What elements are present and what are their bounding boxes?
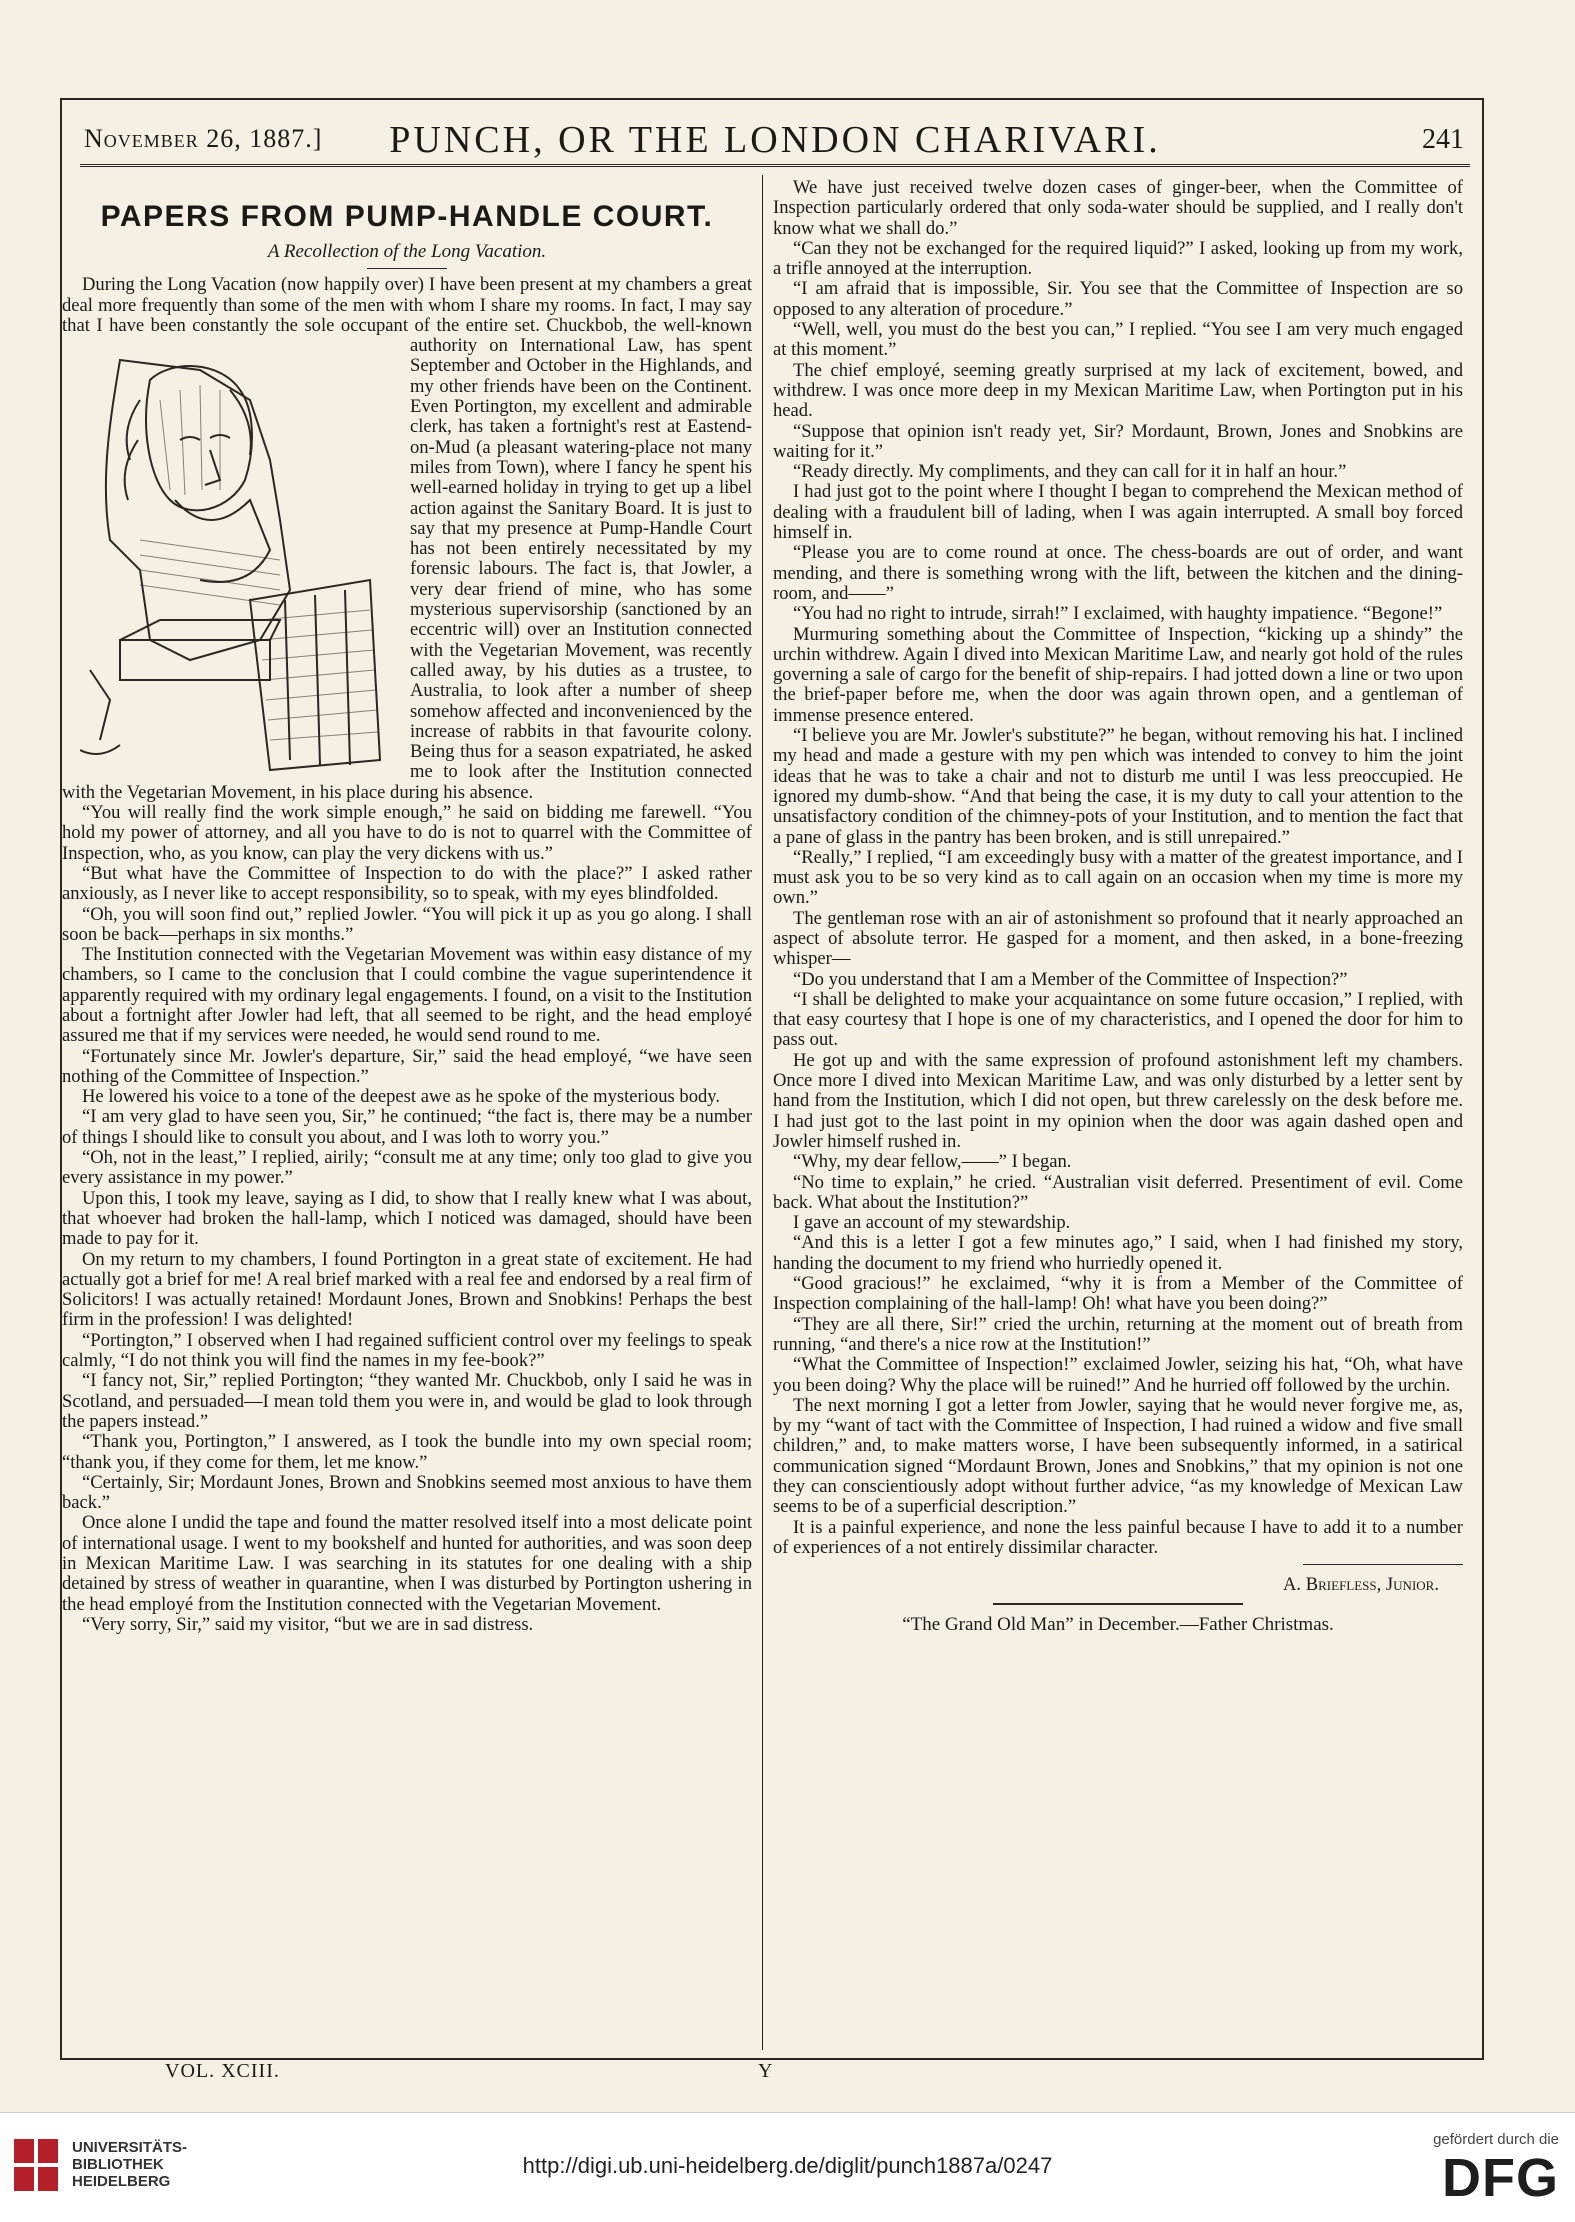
paragraph: “Fortunately since Mr. Jowler's departure, Sir,” said the head employé, “we have seen nothing of the Committee of Inspection.”: [62, 1045, 752, 1087]
right-body: [773, 178, 1463, 1558]
paragraph: “Ready directly. My compliments, and they can call for it in half an hour.”: [793, 461, 1347, 483]
paragraph: I had just got to the point where I thought I began to comprehend the Mexican method of dealing with a fraudulent bill of lading, when I was again interrupted. A small boy forced himself in.: [773, 481, 1463, 544]
paragraph: “But what have the Committee of Inspection to do with the place?” I asked rather anxiously, as I never like to accept responsibility, so to speak, with my eyes blindfolded.: [62, 862, 752, 905]
column-divider: [762, 175, 763, 2050]
paragraph: We have just received twelve dozen cases of ginger-beer, when the Committee of Inspection particularly ordered that only soda-water should be supplied, and I really don't know what we shall do.”: [773, 177, 1463, 239]
paragraph: “Thank you, Portington,” I answered, as I took the bundle into my own special room; “thank you, if they come for them, let me know.”: [62, 1431, 752, 1473]
paragraph: “What the Committee of Inspection!” exclaimed Jowler, seizing his hat, “Oh, what have you been doing? Why the place will be ruined!” And he hurried off followed by the urchin.: [773, 1354, 1463, 1396]
institution-line: UNIVERSITÄTS-: [72, 2139, 188, 2156]
paragraph: “Really,” I replied, “I am exceedingly busy with a matter of the greatest importance, and I must ask you to be so very kind as to call again on an occasion when my time is more my own.”: [773, 846, 1463, 909]
paragraph: “Suppose that opinion isn't ready yet, Sir? Mordaunt, Brown, Jones and Snobkins are waiting for it.”: [773, 420, 1463, 462]
paragraph: “I shall be delighted to make your acquaintance on some future occasion,” I replied, with that easy courtesy that I hope is one of my characteristics, and I opened the door for him to pass out.: [773, 988, 1463, 1051]
paragraph: “Why, my dear fellow,——” I began.: [793, 1151, 1072, 1173]
institution-line: HEIDELBERG: [72, 2173, 171, 2190]
library-footer: [0, 2112, 1575, 2222]
paragraph: “I am afraid that is impossible, Sir. You see that the Committee of Inspection are so opposed to any alteration of procedure.”: [773, 278, 1463, 320]
funded-by-label: gefördert durch die: [1433, 2131, 1559, 2148]
permalink[interactable]: http://digi.ub.uni-heidelberg.de/diglit/punch1887a/0247: [522, 2153, 1053, 2178]
left-column: [62, 178, 752, 2048]
paragraph: “You had no right to intrude, sirrah!” I exclaimed, with haughty impatience. “Begone!”: [793, 603, 1443, 625]
paragraph: “No time to explain,” he cried. “Australian visit deferred. Presentiment of evil. Come back. What about the Institution?”: [773, 1171, 1463, 1213]
paragraph: The chief employé, seeming greatly surprised at my lack of excitement, bowed, and withdrew. I was once more deep in my Mexican Maritime Law, when Portington put in his head.: [773, 359, 1463, 422]
signature: A. Briefless, Junior.: [1283, 1574, 1439, 1596]
paragraph: “Can they not be exchanged for the required liquid?” I asked, looking up from my work, a trifle annoyed at the interruption.: [773, 237, 1463, 280]
header-date: November 26, 1887.]: [84, 124, 323, 153]
paragraph: “You will really find the work simple enough,” he said on bidding me farewell. “You hold my power of attorney, and all you have to do is not to quarrel with the Committee of Inspection, who, as you know, can play the very dickens with us.”: [62, 802, 752, 864]
paragraph: Upon this, I took my leave, saying as I did, to show that I really knew what I was about, that whoever had broken the hall-lamp, which I noticed was damaged, should have been made to pay for it.: [62, 1187, 752, 1250]
institution-line: BIBLIOTHEK: [72, 2156, 164, 2173]
paragraph: “I believe you are Mr. Jowler's substitute?” he began, without removing his hat. I inclined my head and made a gesture with my pen which was intended to convey to him the joint ideas that he was to take a chair and not to disturb me until I was less preoccupied. He ignored my dumb-show. “And that being the case, it is my duty to call your attention to the unsatisfactory condition of the chimney-pots of your Institution, and to mention the fact that a pane of glass in the pantry has been broken, and is still unrepaired.”: [773, 725, 1463, 848]
paragraph: “I fancy not, Sir,” replied Portington; “they wanted Mr. Chuckbob, only I said he was in Scotland, and persuaded—I mean told them you were in, and would be glad to look through the papers instead.”: [62, 1370, 752, 1432]
right-column: [773, 178, 1463, 2048]
signature-rule: [1303, 1564, 1463, 1565]
paragraph: “Well, well, you must do the best you can,” I replied. “You see I am very much engaged at this moment.”: [773, 319, 1463, 361]
paragraph: Once alone I undid the tape and found the matter resolved itself into a most delicate point of international usage. I went to my bookshelf and hunted for authorities, and was soon deep in Mexican Maritime Law. I was searching in its statutes for one dealing with a ship detained by stress of weather in quarantine, when I was disturbed by Portington ushering in the head employé from the Institution connected with the Vegetarian Movement.: [62, 1512, 752, 1615]
paragraph: He lowered his voice to a tone of the deepest awe as he spoke of the mysterious body.: [82, 1086, 721, 1108]
left-body: [62, 275, 752, 1635]
paragraph: The next morning I got a letter from Jowler, saying that he would never forgive me, as, by my “want of tact with the Committee of Inspection, I had ruined a widow and five small children,” and, to make matters worse, I have been subsequently informed, in a satirical communication signed “Mordaunt Brown, Jones and Snobkins,” that my opinion is not one they can conscientiously adopt without further advice, “as my knowledge of Mexican Law seems to be of a superficial description.”: [773, 1394, 1463, 1518]
paragraph: It is a painful experience, and none the less painful because I have to add it to a number of experiences of a not entirely dissimilar character.: [773, 1516, 1463, 1558]
paragraph: The Institution connected with the Vegetarian Movement was within easy distance of my chambers, so I came to the conclusion that I could combine the vague superintendence it apparently required with my ordinary legal engagements. I found, on a visit to the Institution about a fortnight after Jowler had left, that all seemed to be right, and the head employé assured me that if my services were needed, he would send round to me.: [62, 944, 752, 1047]
separator-rule: [993, 1603, 1243, 1605]
signature-mark: Y: [758, 2060, 773, 2082]
volume-number: VOL. XCIII.: [165, 2060, 280, 2082]
dfg-logo: DFG: [1442, 2148, 1559, 2208]
paragraph: “I am very glad to have seen you, Sir,” he continued; “the fact is, there may be a number of things I should like to consult you about, and I was loth to worry you.”: [62, 1106, 752, 1148]
page-header: [80, 112, 1470, 167]
paragraph: “Oh, you will soon find out,” replied Jowler. “You will pick it up as you go along. I shall soon be back—perhaps in six months.”: [62, 903, 752, 945]
paragraph: I gave an account of my stewardship.: [793, 1212, 1071, 1234]
paragraph: On my return to my chambers, I found Portington in a great state of excitement. He had actually got a brief for me! A real brief marked with a real fee and endorsed by a real firm of Solicitors! I was actually retained! Mordaunt Jones, Brown and Snobkins! Perhaps the best firm in the profession! I was delighted!: [62, 1248, 752, 1331]
paragraph: “Do you understand that I am a Member of the Committee of Inspection?”: [793, 968, 1348, 990]
paragraph-continuation: Chuckbob, the well-known authority on International Law, has spent September and October in the Highlands, and my other friends have been on the Continent. Even Portington, my excellent and admirable clerk, has taken a fortnight's rest at Eastend-on-Mud (a pleasant watering-place not many miles from Town), where I fancy he spent his well-earned holiday in trying to get up a libel action against the Sanitary Board. It is just to say that my presence at Pump-Handle Court has not been entirely necessitated by my forensic labours. The fact is, that Jowler, a very dear friend of mine, who has some mysterious supervisorship (sanctioned by an eccentric will) over an Institution connected with the Vegetarian Movement, was recently called away, by his duties as a trustee, to Australia, to look after a number of sheep somehow affected and inconvenienced by the increase of rabbits in that favourite colony. Being thus for a season expatriated, he asked me to look after the Institution connected with the Vegetarian Movement, in his place during his absence.: [62, 314, 753, 803]
subtitle-rule: [367, 268, 447, 269]
footnote: “The Grand Old Man” in December.—Father Christmas.: [902, 1614, 1334, 1636]
paragraph: “Oh, not in the least,” I replied, airily; “consult me at any time; only too glad to give you every assistance in my power.”: [62, 1147, 752, 1189]
page-number: 241: [1422, 124, 1464, 155]
article-subtitle: A Recollection of the Long Vacation.: [267, 241, 547, 262]
paragraph: He got up and with the same expression of profound astonishment left my chambers. Once more I dived into Mexican Maritime Law, and was only disturbed by a letter sent by hand from the Institution, which I did not open, but threw carelessly on the desk before me. I had just got to the last point in my opinion when the door was again dashed open and Jowler himself rushed in.: [773, 1049, 1463, 1152]
paragraph: “Very sorry, Sir,” said my visitor, “but we are in sad distress.: [82, 1613, 534, 1635]
paragraph: Murmuring something about the Committee of Inspection, “kicking up a shindy” the urchin withdrew. Again I dived into Mexican Maritime Law, and nearly got hold of the rules governing a sale of cargo for the benefit of ship-repairs. I had jotted down a line or two upon the brief-paper before me, when the door was again thrown open, and a gentleman of immense presence entered.: [773, 623, 1464, 726]
paragraph: “Portington,” I observed when I had regained sufficient control over my feelings to speak calmly, “I do not think you will find the names in my fee-book?”: [62, 1329, 752, 1372]
paragraph: The gentleman rose with an air of astonishment so profound that it nearly approached an aspect of absolute terror. He gasped for a moment, and then asked, in a bone-freezing whisper—: [773, 907, 1463, 970]
paragraph: “They are all there, Sir!” cried the urchin, returning at the moment out of breath from running, “and there's a nice row at the Institution!”: [773, 1313, 1463, 1355]
header-title: PUNCH, OR THE LONDON CHARIVARI.: [389, 119, 1161, 161]
article-title: PAPERS FROM PUMP-HANDLE COURT.: [100, 200, 714, 233]
paragraph: “Please you are to come round at once. The chess-boards are out of order, and want mending, and there is something wrong with the lift, between the kitchen and the dining-room, and——”: [773, 542, 1463, 604]
paragraph: “Good gracious!” he exclaimed, “why it is from a Member of the Committee of Inspection complaining of the hall-lamp! Oh! what have you been doing?”: [773, 1273, 1463, 1315]
paragraph: “And this is a letter I got a few minutes ago,” I said, when I had finished my story, handing the document to my friend who hurriedly opened it.: [773, 1232, 1463, 1274]
paragraph: “Certainly, Sir; Mordaunt Jones, Brown and Snobkins seemed most anxious to have them back.”: [62, 1471, 752, 1514]
barrister-illustration-icon: [80, 340, 398, 778]
paragraph: During the Long Vacation (now happily over) I have been present at my chambers a great deal more frequently than some of the men with whom I share my rooms. In fact, I may say that I have been constantly the sole occupant of the entire set. Chuckbob, the well-known authority on International Law, has spent September and October in the Highlands, and my other friends have been on the Continent. Even Portington, my excellent and admirable clerk, has taken a fortnight's rest at Eastend-on-Mud (a pleasant watering-place not many miles from Town), where I fancy he spent his well-earned holiday in trying to get up a libel action against the Sanitary Board. It is just to say that my presence at Pump-Handle Court has not been entirely necessitated by my forensic labours. The fact is, that Jowler, a very dear friend of mine, who has some mysterious supervisorship (sanctioned by an eccentric will) over an Institution connected with the Vegetarian Movement, was recently called away, by his duties as a trustee, to Australia, to look after a number of sheep somehow affected and inconvenienced by the increase of rabbits in that favourite colony. Being thus for a season expatriated, he asked me to look after the Institution connected with the Vegetarian Movement, in his place during his absence.: [62, 274, 753, 803]
